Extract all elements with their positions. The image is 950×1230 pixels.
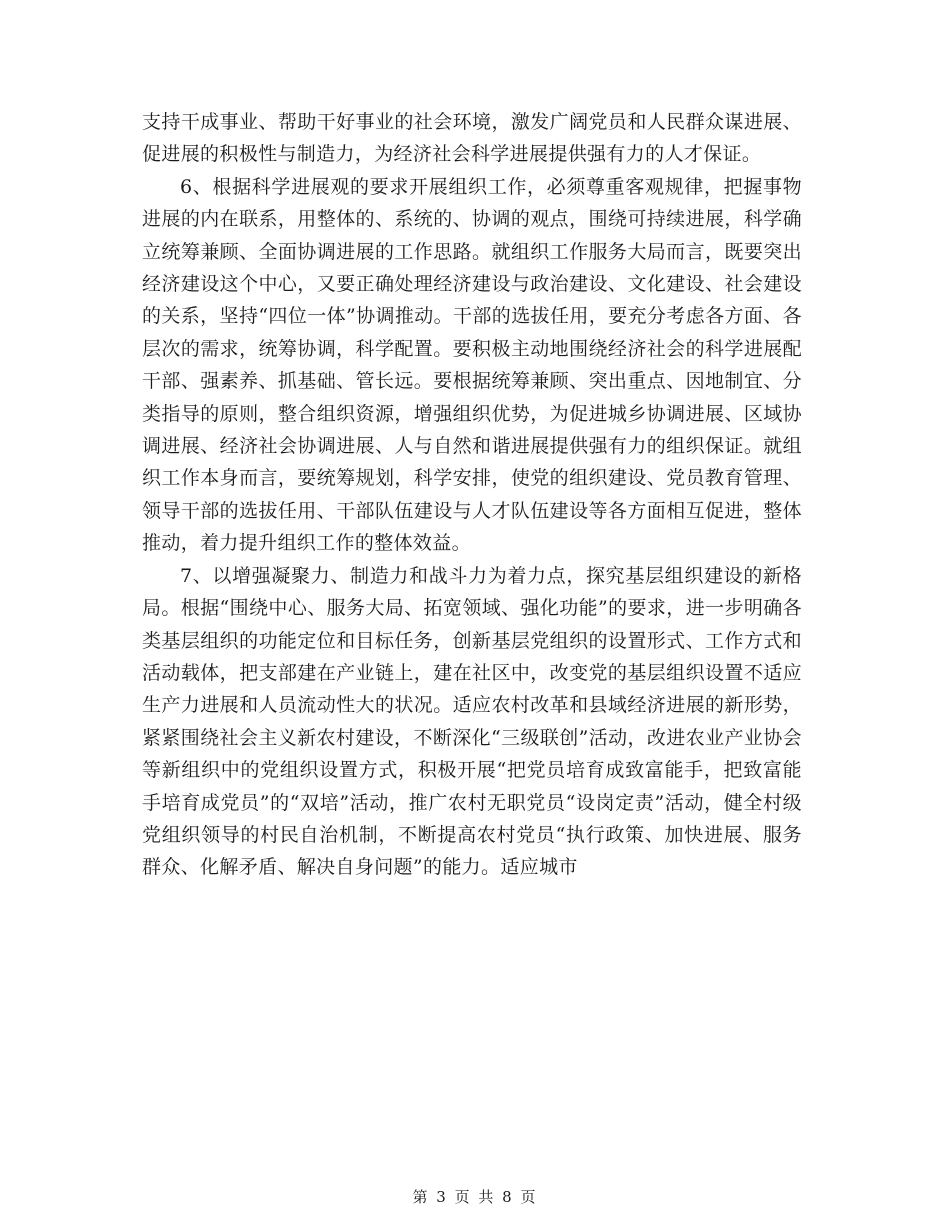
paragraph-6: 6、根据科学进展观的要求开展组织工作，必须尊重客观规律，把握事物进展的内在联系，用整体的、系统的、协调的观点，围绕可持续进展，科学确立统筹兼顾、全面协调进展的工作思路。就组织工作服务大局而言，既要突出经济建设这个中心，又要正确处理经济建设与政治建设、文化建设、社会建设的关系，坚持“四位一体”协调推动。干部的选拔任用，要充分考虑各方面、各层次的需求，统筹协调，科学配置。要积极主动地围绕经济社会的科学进展配干部、强素养、抓基础、管长远。要根据统筹兼顾、突出重点、因地制宜、分类指导的原则，整合组织资源，增强组织优势，为促进城乡协调进展、区域协调进展、经济社会协调进展、人与自然和谐进展提供强有力的组织保证。就组织工作本身而言，要统筹规划，科学安排，使党的组织建设、党员教育管理、领导干部的选拔任用、干部队伍建设与人才队伍建设等各方面相互促进，整体推动，着力提升组织工作的整体效益。 bbox=[142, 175, 802, 555]
footer-total-pages: 8 bbox=[502, 1188, 514, 1206]
footer-middle: 页 共 bbox=[454, 1188, 496, 1206]
footer-page-number: 3 bbox=[436, 1188, 448, 1206]
paragraph-7: 7、以增强凝聚力、制造力和战斗力为着力点，探究基层组织建设的新格局。根据“围绕中心、服务大局、拓宽领域、强化功能”的要求，进一步明确各类基层组织的功能定位和目标任务，创新基层党组织的设置形式、工作方式和活动载体，把支部建在产业链上，建在社区中，改变党的基层组织设置不适应生产力进展和人员流动性大的状况。适应农村改革和县域经济进展的新形势，紧紧围绕社会主义新农村建设，不断深化“三级联创”活动，改进农业产业协会等新组织中的党组织设置方式，积极开展“把党员培育成致富能手，把致富能手培育成党员”的“双培”活动，推广农村无职党员“设岗定责”活动，健全村级党组织领导的村民自治机制，不断提高农村党员“执行政策、加快进展、服务群众、化解矛盾、解决自身问题”的能力。适应城市 bbox=[142, 564, 802, 879]
document-body bbox=[142, 106, 802, 884]
footer-suffix: 页 bbox=[520, 1188, 538, 1206]
paragraph-1: 支持干成事业、帮助干好事业的社会环境，激发广阔党员和人民群众谋进展、促进展的积极性与制造力，为经济社会科学进展提供强有力的人才保证。 bbox=[142, 111, 802, 166]
page-footer bbox=[0, 1186, 950, 1207]
footer-prefix: 第 bbox=[412, 1188, 430, 1206]
